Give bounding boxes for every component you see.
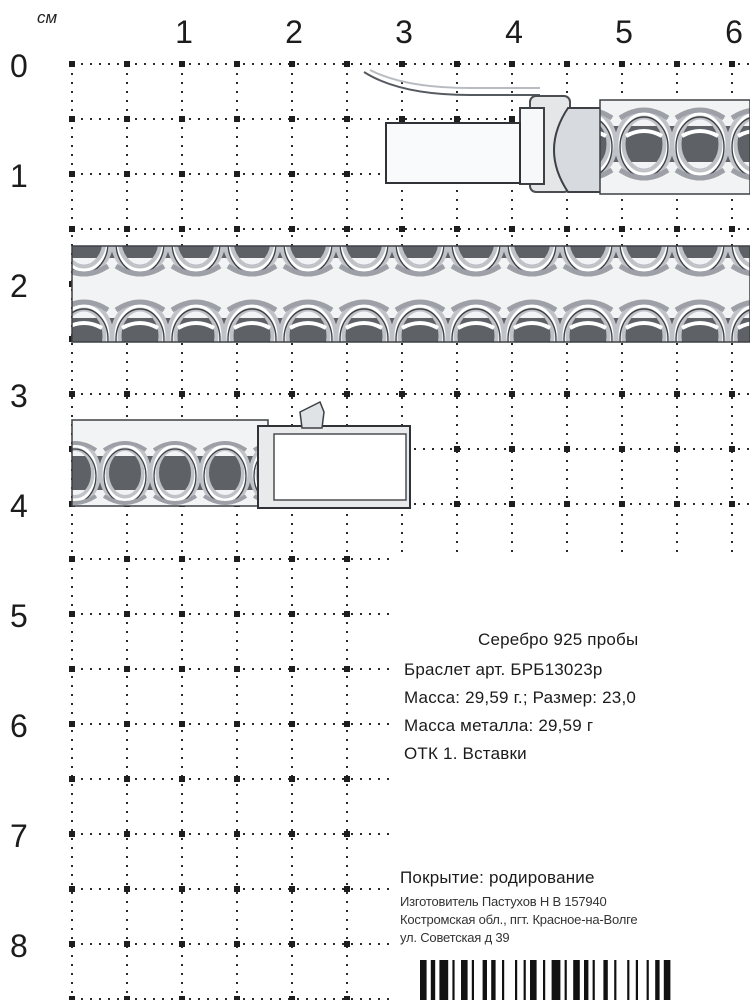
grid-marker: [124, 666, 130, 672]
grid-marker: [124, 116, 130, 122]
grid-marker: [289, 886, 295, 892]
bracelet-middle-segment: [72, 246, 750, 342]
grid-marker: [124, 611, 130, 617]
grid-marker: [124, 886, 130, 892]
grid-marker: [69, 996, 75, 1000]
grid-marker: [124, 226, 130, 232]
grid-marker: [69, 391, 75, 397]
product-label: [396, 552, 750, 1000]
barcode-bar: [627, 960, 629, 1000]
grid-marker: [344, 556, 350, 562]
grid-marker: [234, 721, 240, 727]
grid-marker: [289, 391, 295, 397]
barcode-bar: [603, 960, 607, 1000]
grid-marker: [179, 226, 185, 232]
grid-marker: [234, 171, 240, 177]
grid-marker: [124, 721, 130, 727]
grid-marker: [619, 501, 625, 507]
label-maker-line1: Изготовитель Пастухов Н В 157940: [400, 894, 607, 909]
grid-marker: [234, 61, 240, 67]
grid-marker: [509, 61, 515, 67]
grid-marker: [564, 446, 570, 452]
grid-marker: [289, 226, 295, 232]
grid-marker: [69, 116, 75, 122]
grid-marker: [234, 886, 240, 892]
barcode-bar: [530, 960, 537, 1000]
grid-marker: [69, 611, 75, 617]
grid-marker: [289, 61, 295, 67]
grid-marker: [179, 886, 185, 892]
x-tick-label: 3: [395, 14, 413, 50]
grid-marker: [234, 116, 240, 122]
grid-marker: [344, 171, 350, 177]
grid-marker: [399, 391, 405, 397]
barcode-bar: [565, 960, 567, 1000]
grid-marker: [124, 831, 130, 837]
grid-marker: [69, 941, 75, 947]
grid-marker: [454, 391, 460, 397]
grid-marker: [619, 226, 625, 232]
grid-marker: [454, 446, 460, 452]
grid-marker: [454, 501, 460, 507]
barcode-bar: [584, 960, 588, 1000]
grid-marker: [179, 941, 185, 947]
grid-marker: [454, 226, 460, 232]
grid-marker: [564, 391, 570, 397]
y-tick-label: 2: [10, 268, 28, 304]
barcode-bar: [452, 960, 454, 1000]
label-mass-size: Масса: 29,59 г.; Размер: 23,0: [404, 688, 637, 707]
grid-marker: [674, 391, 680, 397]
grid-marker: [344, 116, 350, 122]
barcode-bar: [515, 960, 517, 1000]
grid-marker: [234, 556, 240, 562]
grid-marker: [674, 61, 680, 67]
grid-marker: [289, 556, 295, 562]
grid-marker: [344, 831, 350, 837]
clasp-box-top: [386, 123, 520, 183]
y-tick-label: 4: [10, 488, 28, 524]
y-tick-label: 7: [10, 818, 28, 854]
grid-marker: [69, 776, 75, 782]
grid-marker: [729, 61, 735, 67]
grid-marker: [124, 776, 130, 782]
label-article: Браслет арт. БРБ13023р: [404, 660, 603, 679]
barcode-bar: [655, 960, 659, 1000]
grid-marker: [454, 116, 460, 122]
grid-marker: [674, 501, 680, 507]
grid-marker: [289, 611, 295, 617]
label-maker-line2: Костромская обл., пгт. Красное-на-Волге: [400, 912, 638, 927]
grid-marker: [619, 391, 625, 397]
grid-marker: [234, 941, 240, 947]
grid-marker: [69, 721, 75, 727]
label-maker-line3: ул. Советская д 39: [400, 930, 510, 945]
y-tick-label: 6: [10, 708, 28, 744]
grid-marker: [179, 61, 185, 67]
grid-marker: [124, 171, 130, 177]
barcode-bar: [647, 960, 649, 1000]
x-tick-label: 6: [725, 14, 743, 50]
barcode-bar: [491, 960, 495, 1000]
grid-marker: [344, 391, 350, 397]
grid-marker: [729, 446, 735, 452]
grid-marker: [179, 831, 185, 837]
barcode-bar: [483, 960, 487, 1000]
grid-marker: [344, 226, 350, 232]
grid-marker: [564, 501, 570, 507]
barcode-bar: [573, 960, 580, 1000]
grid-marker: [124, 996, 130, 1000]
grid-marker: [124, 556, 130, 562]
grid-marker: [234, 666, 240, 672]
grid-marker: [344, 941, 350, 947]
grid-marker: [234, 611, 240, 617]
grid-marker: [289, 831, 295, 837]
unit-label: см: [37, 8, 58, 27]
grid-marker: [509, 391, 515, 397]
grid-marker: [69, 666, 75, 672]
barcode-bar: [439, 960, 448, 1000]
grid-marker: [69, 556, 75, 562]
x-tick-label: 2: [285, 14, 303, 50]
x-tick-label: 1: [175, 14, 193, 50]
grid-marker: [289, 941, 295, 947]
grid-marker: [399, 61, 405, 67]
barcode-bar: [472, 960, 474, 1000]
grid-marker: [289, 171, 295, 177]
barcode-bar: [502, 960, 504, 1000]
grid-marker: [179, 171, 185, 177]
grid-marker: [344, 996, 350, 1000]
grid-marker: [179, 611, 185, 617]
grid-marker: [124, 391, 130, 397]
grid-marker: [179, 666, 185, 672]
grid-marker: [619, 61, 625, 67]
label-metal-mass: Масса металла: 29,59 г: [404, 716, 594, 735]
grid-marker: [179, 116, 185, 122]
barcode-bar: [593, 960, 595, 1000]
grid-marker: [509, 501, 515, 507]
grid-marker: [564, 61, 570, 67]
barcode-bar: [543, 960, 545, 1000]
grid-marker: [509, 116, 515, 122]
grid-marker: [234, 776, 240, 782]
grid-marker: [289, 776, 295, 782]
barcode-bar: [552, 960, 561, 1000]
grid-marker: [509, 226, 515, 232]
grid-marker: [234, 996, 240, 1000]
grid-marker: [344, 61, 350, 67]
grid-marker: [509, 446, 515, 452]
grid-marker: [454, 61, 460, 67]
y-tick-label: 0: [10, 48, 28, 84]
grid-marker: [399, 116, 405, 122]
barcode: [420, 960, 750, 1000]
grid-marker: [729, 501, 735, 507]
grid-marker: [289, 666, 295, 672]
x-tick-label: 5: [615, 14, 633, 50]
grid-marker: [69, 831, 75, 837]
barcode-bar: [420, 960, 427, 1000]
grid-marker: [564, 226, 570, 232]
grid-marker: [179, 721, 185, 727]
x-tick-label: 4: [505, 14, 523, 50]
grid-marker: [289, 996, 295, 1000]
grid-marker: [69, 61, 75, 67]
barcode-bar: [524, 960, 526, 1000]
barcode-bar: [461, 960, 468, 1000]
grid-marker: [344, 721, 350, 727]
bracelet-bottom-segment: [72, 420, 268, 506]
grid-marker: [179, 391, 185, 397]
grid-marker: [399, 226, 405, 232]
clasp-box-bottom: [258, 402, 410, 508]
label-material: Серебро 925 пробы: [478, 630, 639, 649]
grid-marker: [344, 886, 350, 892]
grid-marker: [69, 886, 75, 892]
barcode-bar: [664, 960, 671, 1000]
grid-marker: [344, 776, 350, 782]
grid-marker: [344, 611, 350, 617]
grid-marker: [289, 721, 295, 727]
grid-marker: [234, 226, 240, 232]
barcode-bar: [614, 960, 616, 1000]
grid-marker: [674, 226, 680, 232]
grid-marker: [124, 61, 130, 67]
barcode-bar: [431, 960, 435, 1000]
grid-marker: [289, 116, 295, 122]
label-otk: ОТК 1. Вставки: [404, 744, 527, 763]
grid-marker: [619, 446, 625, 452]
grid-marker: [674, 446, 680, 452]
grid-marker: [179, 776, 185, 782]
grid-marker: [729, 226, 735, 232]
grid-marker: [344, 666, 350, 672]
grid-marker: [234, 831, 240, 837]
grid-marker: [729, 391, 735, 397]
grid-marker: [234, 391, 240, 397]
y-tick-label: 5: [10, 598, 28, 634]
barcode-bar: [636, 960, 638, 1000]
grid-marker: [179, 556, 185, 562]
y-tick-label: 8: [10, 928, 28, 964]
grid-marker: [69, 171, 75, 177]
grid-marker: [124, 941, 130, 947]
y-tick-label: 1: [10, 158, 28, 194]
label-coating: Покрытие: родирование: [400, 868, 595, 887]
grid-marker: [69, 226, 75, 232]
y-tick-label: 3: [10, 378, 28, 414]
grid-marker: [179, 996, 185, 1000]
